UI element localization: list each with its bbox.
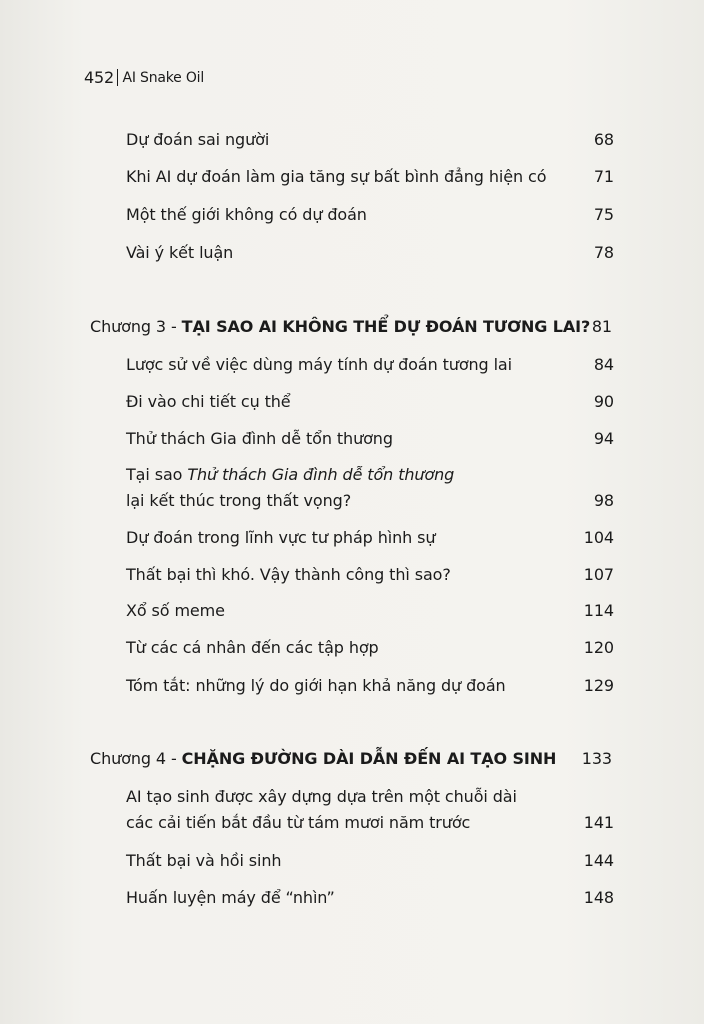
toc-entry: [126, 673, 614, 699]
toc-entry-title-prefix: Tại sao: [126, 465, 188, 484]
toc-entry-title: Vài ý kết luận: [126, 243, 234, 262]
toc-entry: [126, 525, 614, 551]
toc-entry-title: Thử thách Gia đình dễ tổn thương: [126, 429, 393, 448]
toc-entry-page: 68: [593, 130, 614, 149]
toc-entry-page: 84: [593, 355, 614, 374]
toc-entry-title: Từ các cá nhân đến các tập hợp: [126, 638, 379, 657]
toc-entry: [126, 784, 614, 836]
toc-entry-page: 129: [583, 676, 614, 695]
toc-entry-page: 94: [593, 429, 614, 448]
toc-entry: [126, 202, 614, 228]
toc-entry-title: Xổ số meme: [126, 601, 225, 620]
toc-entry-title: Dự đoán sai người: [126, 130, 270, 149]
toc-entry-title: Lược sử về việc dùng máy tính dự đoán tương lai: [126, 355, 512, 374]
running-header: [84, 68, 204, 87]
toc-entry-page: 114: [583, 601, 614, 620]
toc-entry: [126, 352, 614, 378]
toc-entry-page: 98: [593, 491, 614, 510]
toc-chapter-3: [90, 314, 612, 340]
header-book-title: AI Snake Oil: [122, 69, 205, 86]
toc-entry-page: 104: [583, 528, 614, 547]
toc-entry: [126, 462, 614, 514]
toc-entry-title: Tóm tắt: những lý do giới hạn khả năng dự đoán: [126, 676, 506, 695]
toc-entry-title: Khi AI dự đoán làm gia tăng sự bất bình đẳng hiện có: [126, 167, 547, 186]
toc-entry-title: Thất bại thì khó. Vậy thành công thì sao?: [126, 565, 451, 584]
toc-entry-title-italic: Thử thách Gia đình dễ tổn thương: [187, 465, 455, 484]
toc-entry-page: 144: [583, 851, 614, 870]
chapter-prefix: Chương 4 -: [90, 749, 182, 768]
toc-entry-page: 78: [593, 243, 614, 262]
toc-entry-title: Thất bại và hồi sinh: [126, 851, 282, 870]
toc-chapter-4: [90, 746, 612, 772]
toc-entry: [126, 389, 614, 415]
toc-entry-title-line1: AI tạo sinh được xây dựng dựa trên một chuỗi dài: [126, 787, 517, 806]
chapter-prefix: Chương 3 -: [90, 317, 182, 336]
toc-entry: [126, 164, 614, 190]
toc-entry-title-line2: lại kết thúc trong thất vọng?: [126, 491, 352, 510]
toc-entry: [126, 635, 614, 661]
toc-entry: [126, 127, 614, 153]
toc-entry-page: 90: [593, 392, 614, 411]
toc-entry-title: [126, 462, 454, 514]
chapter-page: 133: [581, 749, 612, 768]
header-page-number: 452: [84, 68, 114, 87]
toc-entry: [126, 598, 614, 624]
toc-entry-title: Huấn luyện máy để “nhìn”: [126, 888, 335, 907]
toc-entry-page: 148: [583, 888, 614, 907]
chapter-heading: [90, 746, 556, 772]
toc-entry-page: 141: [583, 813, 614, 832]
toc-entry: [126, 426, 614, 452]
chapter-title: CHẶNG ĐƯỜNG DÀI DẪN ĐẾN AI TẠO SINH: [181, 749, 557, 768]
toc-entry-page: 120: [583, 638, 614, 657]
chapter-title: TẠI SAO AI KHÔNG THỂ DỰ ĐOÁN TƯƠNG LAI?: [181, 317, 591, 336]
toc-entry: [126, 848, 614, 874]
toc-entry: [126, 562, 614, 588]
toc-entry: [126, 885, 614, 911]
toc-entry-page: 71: [593, 167, 614, 186]
chapter-heading: [90, 314, 590, 340]
toc-entry-page: 75: [593, 205, 614, 224]
toc-entry: [126, 240, 614, 266]
header-divider: [117, 69, 119, 86]
toc-entry-title: [126, 784, 517, 836]
toc-entry-page: 107: [583, 565, 614, 584]
toc-entry-title: Dự đoán trong lĩnh vực tư pháp hình sự: [126, 528, 436, 547]
toc-entry-title: Đi vào chi tiết cụ thể: [126, 392, 291, 411]
toc-entry-title: Một thế giới không có dự đoán: [126, 205, 367, 224]
toc-entry-title-line2: các cải tiến bắt đầu từ tám mươi năm trước: [126, 813, 471, 832]
chapter-page: 81: [591, 317, 612, 336]
